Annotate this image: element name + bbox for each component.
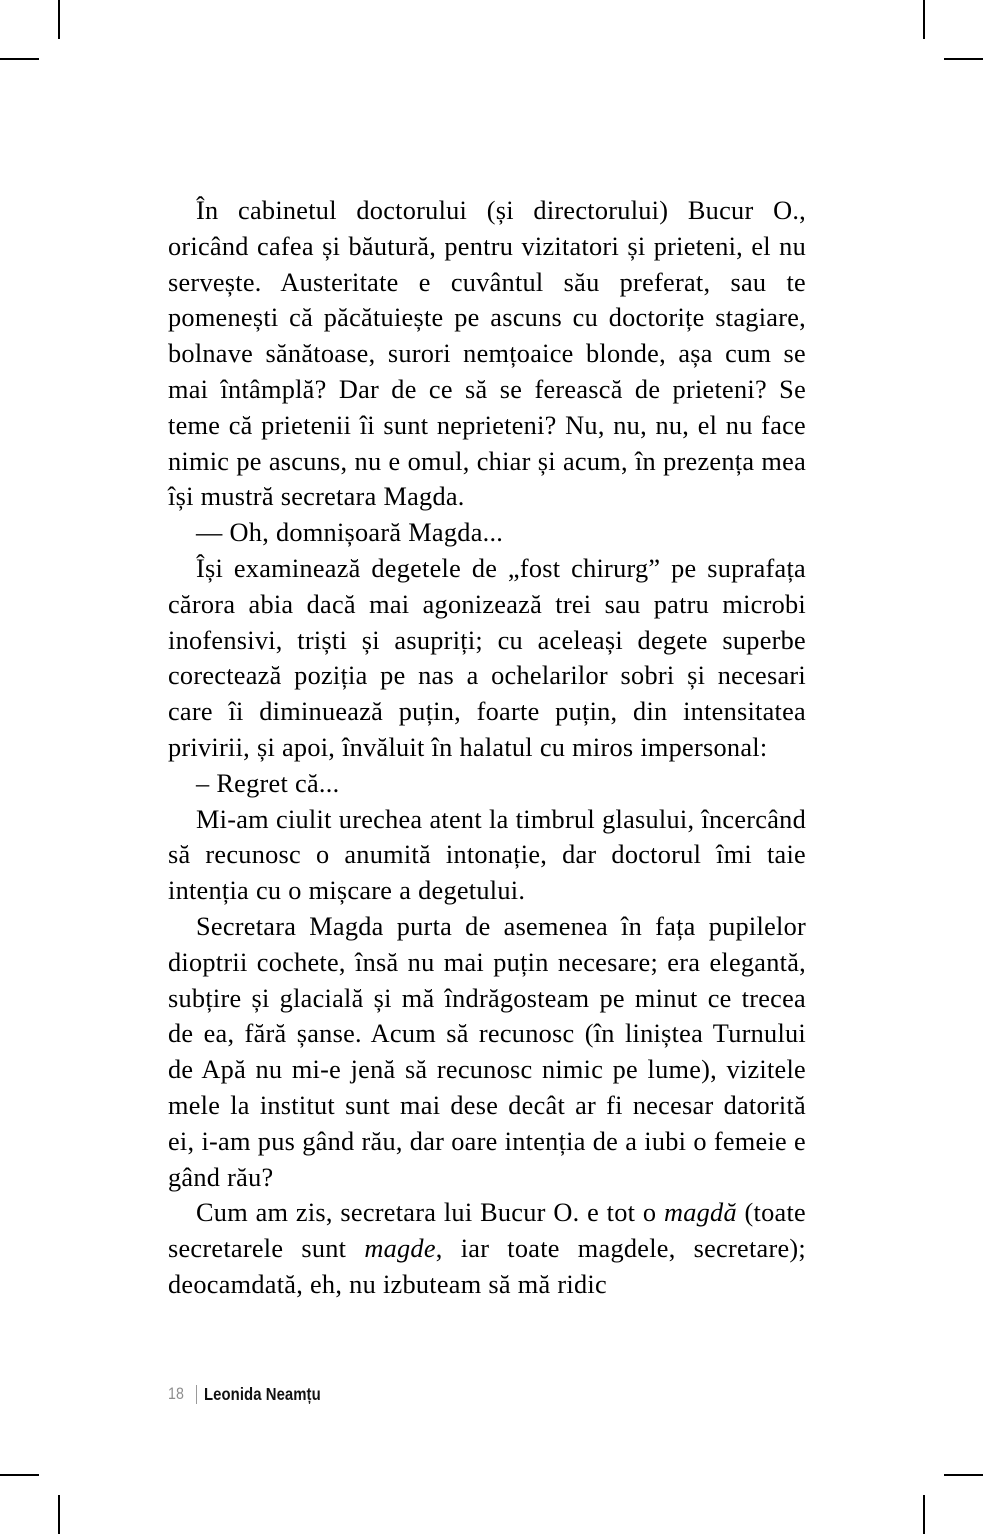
crop-mark-bottom-right-horizontal xyxy=(944,1474,983,1476)
paragraph-3: Mi-am ciulit urechea atent la timbrul glasului, încercând să recunosc o anumită intonație, dar doctorul îmi taie intenția cu o mișcare a degetului. xyxy=(168,804,806,906)
text-run: (toate secretarele sunt xyxy=(168,1198,806,1264)
paragraph-4: Secretara Magda purta de asemenea în fața pupilelor dioptrii cochete, însă nu mai puțin necesare; era elegantă, subțire și glacială și mă îndrăgosteam pe minut ce trecea de ea, fără șanse. Acum să recunosc (în liniștea Turnului de Apă nu mi-e jenă să recunosc nimic pe lume), vizitele mele la institut sunt mai dese decât ar fi necesar datorită ei, i-am pus gând rău, dar oare intenția de a iubi o femeie e gând rău? xyxy=(168,911,806,1192)
footer-page-number: 18 xyxy=(168,1384,185,1403)
crop-mark-bottom-left-vertical xyxy=(58,1495,60,1534)
paragraph-5-with-italics xyxy=(168,1195,806,1302)
footer-author-name: Leonida Neamțu xyxy=(203,1383,321,1404)
paragraph-dialogue-oh-domnisoara: — Oh, domnișoară Magda... xyxy=(196,518,504,548)
italic-run: magdă xyxy=(663,1198,737,1228)
text-run: Cum am zis, secretara lui Bucur O. e tot o xyxy=(196,1198,664,1228)
text-run: , iar toate magdele, secretare); deocamdată, eh, nu izbuteam să mă ridic xyxy=(168,1234,806,1299)
crop-mark-bottom-right-vertical xyxy=(923,1495,925,1534)
paragraph-dialogue-regret: – Regret că... xyxy=(196,768,340,798)
footer-divider-rule xyxy=(196,1385,197,1404)
italic-run: magde xyxy=(364,1234,436,1264)
crop-mark-top-left-horizontal xyxy=(0,58,39,60)
body-text-column xyxy=(168,193,806,1303)
crop-mark-top-left-vertical xyxy=(58,0,60,39)
paragraph-1: În cabinetul doctorului (și directorului) Bucur O., oricând cafea și băutură, pentru vizitatori și prieteni, el nu servește. Austeritate e cuvântul său preferat, sau te pomenești că păcătuiește pe ascuns cu doctorițe stagiare, bolnave sănătoase, surori nemțoaice blonde, așa cum se mai întâmplă? Dar de ce să se ferească de prieteni? Se teme că prietenii îi sunt neprieteni? Nu, nu, nu, el nu face nimic pe ascuns, nu e omul, chiar și acum, în prezența mea își mustră secretara Magda. xyxy=(168,196,806,512)
paragraph-2: Își examinează degetele de „fost chirurg” pe suprafața cărora abia dacă mai agonizează trei sau patru microbi inofensivi, triști și asupriți; cu aceleași degete superbe corectează poziția pe nas a ochelarilor sobri și necesari care îi diminuează puțin, foarte puțin, din intensitatea privirii, și apoi, învăluit în halatul cu miros impersonal: xyxy=(168,553,806,762)
crop-mark-bottom-left-horizontal xyxy=(0,1474,39,1476)
crop-mark-top-right-horizontal xyxy=(944,58,983,60)
page-footer xyxy=(168,1383,341,1405)
crop-mark-top-right-vertical xyxy=(923,0,925,39)
